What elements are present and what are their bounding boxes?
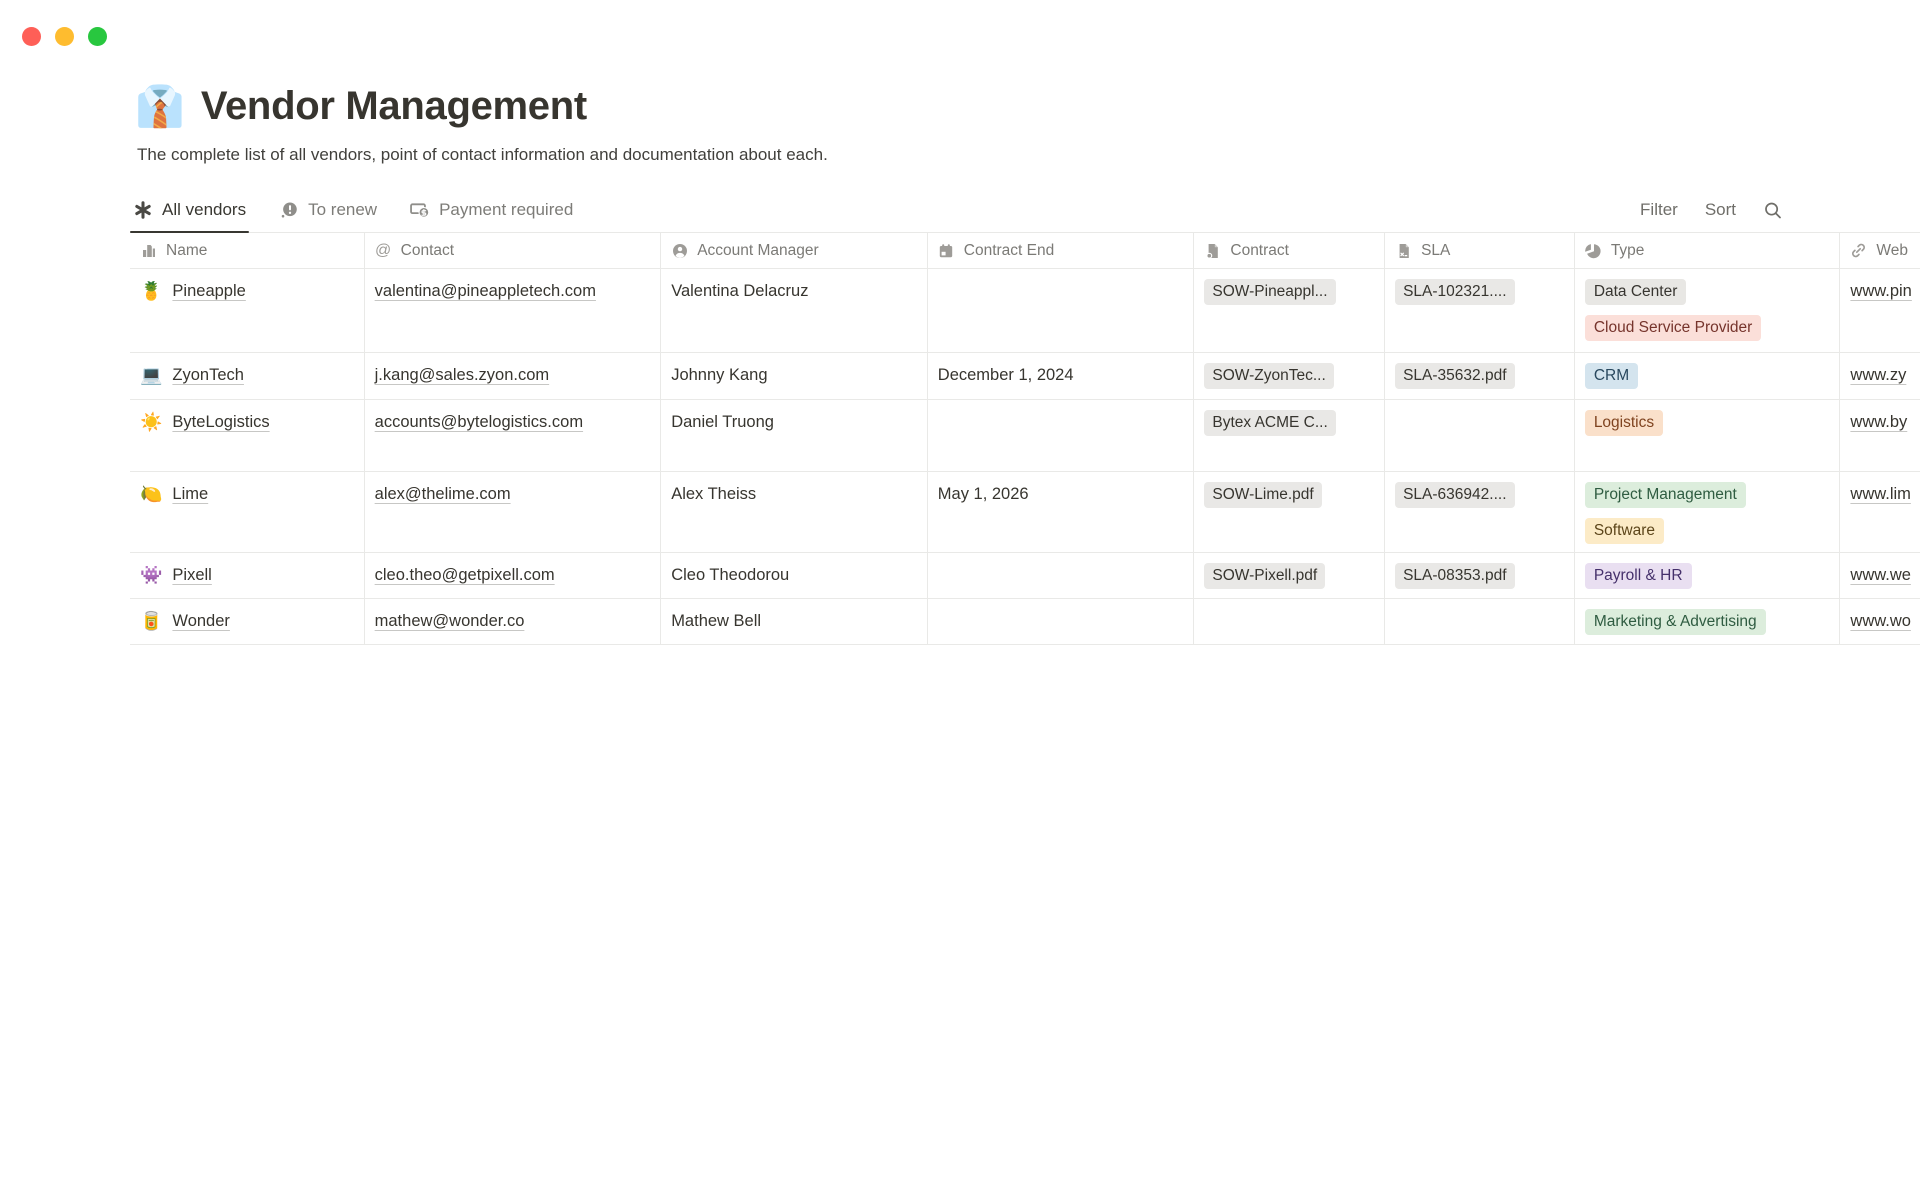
website-link[interactable]: www.pin	[1850, 282, 1912, 300]
type-tag[interactable]: Marketing & Advertising	[1585, 609, 1766, 635]
cell-account-manager	[661, 400, 928, 471]
pie-chart-icon	[1585, 242, 1602, 259]
type-tag[interactable]: Data Center	[1585, 279, 1687, 305]
cell-account-manager	[661, 553, 928, 598]
cell-sla	[1385, 400, 1575, 471]
cell-name	[130, 472, 365, 552]
website-link[interactable]: www.lim	[1850, 485, 1911, 503]
cell-account-manager	[661, 599, 928, 644]
cell-contact	[365, 553, 662, 598]
table-row	[130, 400, 1920, 472]
table-row	[130, 599, 1920, 645]
contract-file-chip[interactable]: Bytex ACME C...	[1204, 410, 1335, 436]
sla-file-chip[interactable]: SLA-102321....	[1395, 279, 1514, 305]
buildings-icon	[140, 242, 157, 259]
vendor-emoji: 👾	[140, 565, 163, 585]
at-icon: @	[375, 241, 392, 259]
cell-account-manager	[661, 353, 928, 399]
type-tag[interactable]: Payroll & HR	[1585, 563, 1692, 589]
contact-email-link[interactable]: j.kang@sales.zyon.com	[374, 366, 550, 384]
cell-web	[1840, 472, 1920, 552]
column-header-contract-end[interactable]	[928, 233, 1195, 268]
website-link[interactable]: www.zy	[1850, 366, 1907, 384]
search-icon[interactable]	[1763, 200, 1783, 220]
account-manager-value: Daniel Truong	[671, 413, 774, 431]
cell-type	[1575, 269, 1841, 352]
cell-name	[130, 269, 365, 352]
type-tags	[1585, 482, 1830, 544]
contract-end-date: May 1, 2026	[937, 485, 1029, 503]
page-description: The complete list of all vendors, point of contact information and documentation about each.	[137, 145, 828, 164]
page-title: Vendor Management	[200, 84, 587, 128]
zoom-window-button[interactable]	[88, 27, 107, 46]
column-label: Contract	[1230, 241, 1289, 259]
payment-icon	[410, 200, 430, 220]
type-tags	[1585, 279, 1830, 341]
cell-web	[1840, 269, 1920, 352]
contract-file-chip[interactable]: SOW-Pixell.pdf	[1204, 563, 1325, 589]
vendor-name-wrap	[140, 363, 354, 388]
view-actions	[1640, 200, 1920, 232]
column-label: Contact	[400, 241, 455, 259]
vendor-emoji: 🥫	[140, 611, 163, 631]
column-label: Contract End	[963, 241, 1055, 259]
sla-file-chip[interactable]: SLA-35632.pdf	[1395, 363, 1514, 389]
cell-contract-end	[928, 472, 1195, 552]
column-header-name[interactable]	[130, 233, 365, 268]
vendors-table	[130, 233, 1920, 645]
website-link[interactable]: www.by	[1850, 413, 1908, 431]
sla-file-chip[interactable]: SLA-636942....	[1395, 482, 1514, 508]
table-row	[130, 269, 1920, 353]
cell-name	[130, 400, 365, 471]
table-row	[130, 353, 1920, 400]
minimize-window-button[interactable]	[55, 27, 74, 46]
tab-label: All vendors	[162, 200, 247, 219]
column-label: Account Manager	[697, 241, 819, 259]
vendor-name-link[interactable]: Pixell	[172, 566, 212, 584]
account-manager-value: Cleo Theodorou	[671, 566, 790, 584]
tab-label: To renew	[308, 200, 378, 219]
cell-contact	[365, 269, 662, 352]
column-label: Type	[1610, 241, 1645, 259]
tab-all-vendors[interactable]	[130, 200, 249, 232]
cell-web	[1840, 353, 1920, 399]
cell-name	[130, 599, 365, 644]
window-controls	[22, 27, 107, 46]
cell-name	[130, 553, 365, 598]
type-tags	[1585, 363, 1830, 389]
cell-contract	[1194, 400, 1385, 471]
contact-email-link[interactable]: mathew@wonder.co	[374, 612, 525, 630]
vendor-emoji: 💻	[140, 365, 163, 385]
cell-contact	[365, 353, 662, 399]
cell-sla	[1385, 599, 1575, 644]
vendor-name-link[interactable]: Lime	[172, 485, 209, 503]
column-label: Web	[1876, 241, 1908, 259]
column-header-account-manager[interactable]	[661, 233, 928, 268]
cell-account-manager	[661, 472, 928, 552]
vendor-name-wrap	[140, 482, 354, 507]
type-tag[interactable]: CRM	[1585, 363, 1638, 389]
vendor-emoji: ☀️	[140, 412, 163, 432]
cell-contract	[1194, 353, 1385, 399]
cell-contract	[1194, 472, 1385, 552]
cell-name	[130, 353, 365, 399]
cell-contract	[1194, 269, 1385, 352]
column-header-contract[interactable]	[1194, 233, 1385, 268]
sla-file-chip[interactable]: SLA-08353.pdf	[1395, 563, 1514, 589]
cell-sla	[1385, 353, 1575, 399]
type-tags	[1585, 609, 1830, 635]
vendor-name-link[interactable]: ZyonTech	[172, 366, 244, 384]
vendor-emoji: 🍍	[140, 281, 163, 301]
cell-account-manager	[661, 269, 928, 352]
view-toolbar	[130, 189, 1920, 233]
cell-sla	[1385, 472, 1575, 552]
cell-type	[1575, 400, 1841, 471]
cell-contract-end	[928, 353, 1195, 399]
type-tags	[1585, 410, 1830, 436]
tab-payment-required[interactable]	[407, 200, 576, 232]
type-tag[interactable]: Cloud Service Provider	[1585, 315, 1762, 341]
table-row	[130, 553, 1920, 599]
cell-sla	[1385, 269, 1575, 352]
cell-contract-end	[928, 400, 1195, 471]
cell-contact	[365, 400, 662, 471]
cell-contact	[365, 472, 662, 552]
file-x-icon	[1395, 242, 1412, 259]
asterisk-icon	[133, 200, 153, 220]
cell-sla	[1385, 553, 1575, 598]
vendor-emoji: 🍋	[140, 484, 163, 504]
contract-end-date: December 1, 2024	[937, 366, 1074, 384]
column-header-type[interactable]	[1575, 233, 1841, 268]
filter-button[interactable]: Filter	[1640, 200, 1678, 219]
account-manager-value: Johnny Kang	[671, 366, 768, 384]
vendor-name-link[interactable]: Wonder	[172, 612, 230, 630]
column-header-contact[interactable]	[365, 233, 662, 268]
account-manager-value: Mathew Bell	[671, 612, 762, 630]
cell-contract	[1194, 599, 1385, 644]
close-window-button[interactable]	[22, 27, 41, 46]
tab-label: Payment required	[439, 200, 574, 219]
column-label: SLA	[1421, 241, 1451, 259]
sort-button[interactable]: Sort	[1704, 200, 1736, 219]
contact-email-link[interactable]: valentina@pineappletech.com	[374, 282, 596, 300]
link-icon	[1850, 242, 1867, 259]
contact-email-link[interactable]: cleo.theo@getpixell.com	[374, 566, 555, 584]
table-header-row	[130, 233, 1920, 269]
file-icon	[1204, 242, 1221, 259]
column-label: Name	[166, 241, 208, 259]
cell-web	[1840, 400, 1920, 471]
vendor-name-wrap	[140, 609, 354, 634]
contact-email-link[interactable]: accounts@bytelogistics.com	[374, 413, 584, 431]
cell-contract-end	[928, 599, 1195, 644]
person-icon	[671, 242, 688, 259]
type-tags	[1585, 563, 1830, 589]
vendor-name-wrap	[140, 279, 354, 304]
vendor-name-link[interactable]: ByteLogistics	[172, 413, 270, 431]
type-tag[interactable]: Logistics	[1585, 410, 1663, 436]
contract-file-chip[interactable]: SOW-ZyonTec...	[1204, 363, 1333, 389]
website-link[interactable]: www.we	[1850, 566, 1911, 584]
cell-contact	[365, 599, 662, 644]
vendor-name-link[interactable]: Pineapple	[172, 282, 246, 300]
cell-contract-end	[928, 553, 1195, 598]
tab-to-renew[interactable]	[276, 200, 380, 232]
cell-web	[1840, 553, 1920, 598]
vendor-name-wrap	[140, 563, 354, 588]
account-manager-value: Alex Theiss	[671, 485, 757, 503]
contact-email-link[interactable]: alex@thelime.com	[374, 485, 511, 503]
contract-file-chip[interactable]: SOW-Lime.pdf	[1204, 482, 1321, 508]
cell-type	[1575, 599, 1841, 644]
cell-contract-end	[928, 269, 1195, 352]
column-header-sla[interactable]	[1385, 233, 1575, 268]
view-tabs	[130, 200, 576, 232]
calendar-icon	[938, 242, 955, 259]
cell-web	[1840, 599, 1920, 644]
type-tag[interactable]: Project Management	[1585, 482, 1746, 508]
cell-type	[1575, 353, 1841, 399]
cell-contract	[1194, 553, 1385, 598]
type-tag[interactable]: Software	[1585, 518, 1664, 544]
account-manager-value: Valentina Delacruz	[671, 282, 809, 300]
page-icon[interactable]: 👔	[135, 84, 185, 129]
column-header-web[interactable]	[1840, 233, 1920, 268]
contract-file-chip[interactable]: SOW-Pineappl...	[1204, 279, 1335, 305]
cell-type	[1575, 472, 1841, 552]
alert-icon	[279, 200, 299, 220]
table-row	[130, 472, 1920, 553]
vendor-name-wrap	[140, 410, 354, 435]
table-body	[130, 269, 1920, 645]
website-link[interactable]: www.wo	[1850, 612, 1911, 630]
cell-type	[1575, 553, 1841, 598]
